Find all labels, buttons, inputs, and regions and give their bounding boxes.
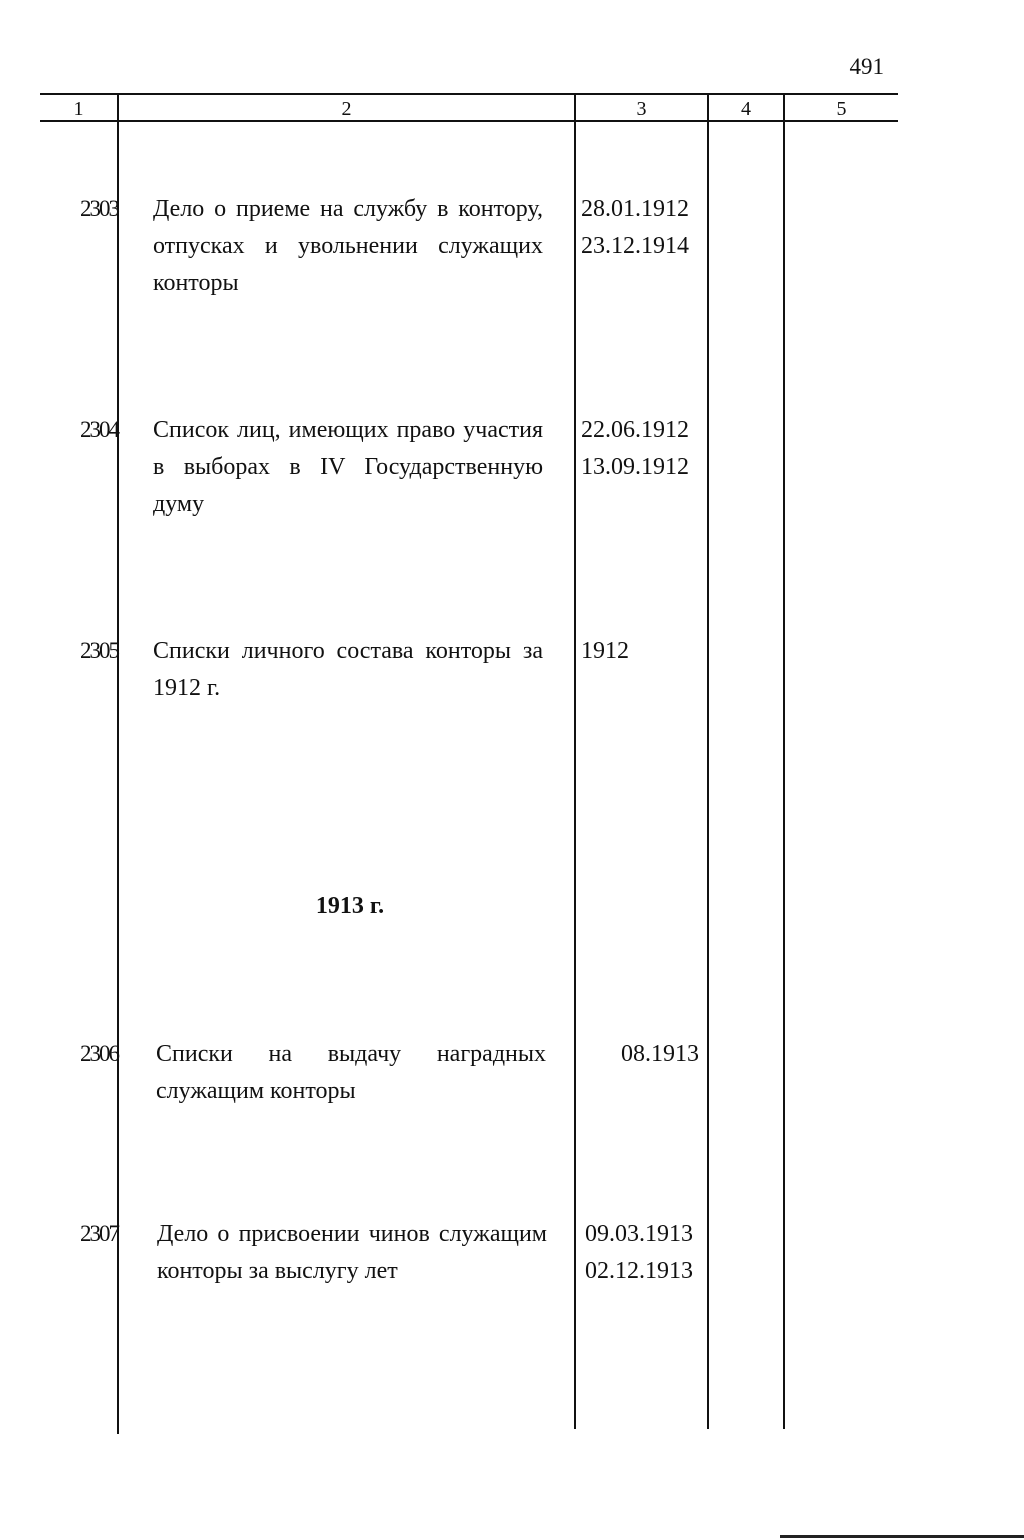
- column-divider-3: [707, 94, 709, 1429]
- column-header-4: 4: [741, 98, 751, 120]
- column-divider-4: [783, 94, 785, 1429]
- row-number: 2304: [80, 417, 118, 442]
- date-start: 22.06.1912: [581, 417, 689, 443]
- date-single: 1912: [581, 638, 629, 664]
- column-header-5: 5: [836, 98, 847, 120]
- row-number: 2306: [80, 1041, 118, 1066]
- date-end: 13.09.1912: [581, 454, 689, 480]
- row-description: Дело о приеме на службу в контору, отпусках и увольнении служащих конторы: [153, 196, 543, 296]
- table-top-rule: [40, 93, 898, 95]
- date-single: 08.1913: [621, 1041, 699, 1067]
- date-start: 09.03.1913: [585, 1221, 693, 1247]
- row-dates: [581, 412, 701, 486]
- row-description: Списки на выдачу наградных служащим конторы: [156, 1041, 546, 1104]
- date-end: 23.12.1914: [581, 233, 689, 259]
- row-description: Дело о присвоении чинов служащим конторы за выслугу лет: [157, 1221, 547, 1284]
- scan-edge-line: [780, 1535, 1024, 1538]
- row-dates: [585, 1216, 705, 1290]
- row-number: 2303: [80, 196, 118, 221]
- row-number: 2305: [80, 638, 118, 663]
- row-dates: [580, 1036, 699, 1073]
- section-heading-year: 1913 г.: [315, 893, 385, 919]
- row-description: Списки личного состава конторы за 1912 г.: [153, 638, 543, 701]
- row-number: 2307: [80, 1221, 118, 1246]
- column-header-1: 1: [73, 98, 84, 120]
- row-dates: [581, 633, 701, 670]
- page-number: 491: [849, 54, 884, 79]
- row-dates: [581, 191, 701, 265]
- date-start: 28.01.1912: [581, 196, 689, 222]
- date-end: 02.12.1913: [585, 1258, 693, 1284]
- column-divider-2: [574, 94, 576, 1429]
- row-description: Список лиц, имеющих право участия в выборах в IV Государственную думу: [153, 417, 543, 517]
- column-header-2: 2: [341, 98, 352, 120]
- column-header-3: 3: [636, 98, 647, 120]
